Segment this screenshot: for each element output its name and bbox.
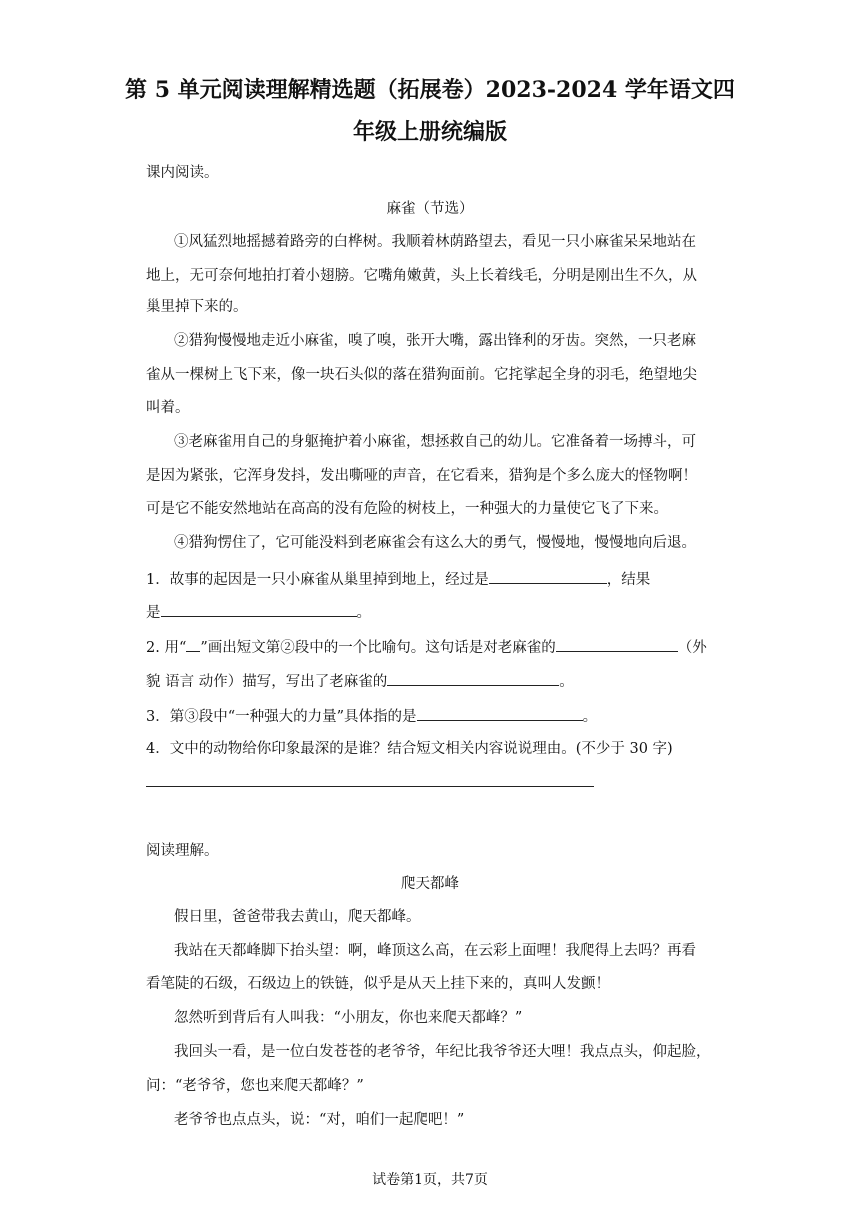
question-1-text: 。 (356, 605, 371, 621)
question-3-text: 。 (582, 709, 598, 725)
question-1-text: 是 (146, 605, 161, 621)
document-title-line-2: 年级上册统编版 (352, 119, 507, 145)
answer-blank[interactable] (556, 636, 678, 652)
passage1-line: ②猎狗慢慢地走近小麻雀，嗅了嗅，张开大嘴，露出锋利的牙齿。突然，一只老麻 (174, 333, 696, 349)
passage2-line: 问：“老爷爷，您也来爬天都峰？” (146, 1078, 364, 1094)
question-3-text: 3．第③段中“一种强大的力量”具体指的是 (146, 709, 417, 725)
question-1-text: 1．故事的起因是一只小麻雀从巢里掉到地上，经过是 (146, 572, 489, 588)
passage1-line: ①风猛烈地摇撼着路旁的白桦树。我顺着林荫路望去，看见一只小麻雀呆呆地站在 (174, 234, 696, 250)
page-footer: 试卷第1页，共7页 (372, 1172, 488, 1188)
passage2-line: 看笔陡的石级，石级边上的铁链，似乎是从天上挂下来的，真叫人发颤！ (146, 976, 610, 992)
question-3 (146, 705, 726, 727)
section1-heading: 麻雀（节选） (386, 201, 474, 217)
question-4: 4．文中的动物给你印象最深的是谁？结合短文相关内容说说理由。(不少于 30 字) (146, 741, 673, 757)
passage2-line: 忽然听到背后有人叫我：“小朋友，你也来爬天都峰？” (174, 1010, 523, 1026)
answer-blank[interactable] (387, 670, 559, 686)
passage1-line: 地上，无可奈何地拍打着小翅膀。它嘴角嫩黄，头上长着线毛，分明是刚出生不久，从 (146, 268, 697, 284)
question-2-text: （外 (677, 640, 707, 656)
underline-sample (186, 636, 200, 652)
answer-blank[interactable] (489, 568, 607, 584)
question-2-text: 。 (559, 674, 574, 690)
passage1-line: ③老麻雀用自己的身躯掩护着小麻雀，想拯救自己的幼儿。它准备着一场搏斗，可 (174, 434, 696, 450)
question-1-continued (146, 601, 726, 623)
passage1-line: 巢里掉下来的。 (146, 299, 248, 315)
passage2-line: 我站在天都峰脚下抬头望：啊，峰顶这么高，在云彩上面哩！我爬得上去吗？再看 (174, 943, 696, 959)
question-2-text: 2. 用“ (146, 640, 187, 656)
answer-blank[interactable] (417, 705, 583, 721)
passage2-line: 我回头一看，是一位白发苍苍的老爷爷，年纪比我爷爷还大哩！我点点头，仰起脸， (174, 1044, 711, 1060)
passage1-line: 可是它不能安然地站在高高的没有危险的树枝上，一种强大的力量使它飞了下来。 (146, 501, 668, 517)
answer-line-question-4[interactable] (146, 786, 594, 787)
answer-blank[interactable] (161, 601, 357, 617)
passage2-line: 老爷爷也点点头，说：“对，咱们一起爬吧！” (174, 1112, 465, 1128)
passage2-line: 假日里，爸爸带我去黄山，爬天都峰。 (174, 909, 421, 925)
passage1-line: 叫着。 (146, 400, 190, 416)
question-2-text: ”画出短文第②段中的一个比喻句。这句话是对老麻雀的 (200, 640, 556, 656)
passage1-line: 雀从一棵树上飞下来，像一块石头似的落在猎狗面前。它挓挲起全身的羽毛，绝望地尖 (146, 367, 697, 383)
section2-intro: 阅读理解。 (146, 843, 219, 859)
question-1 (146, 568, 726, 590)
question-1-text: ，结果 (606, 572, 651, 588)
question-2 (146, 636, 726, 658)
passage1-line: 是因为紧张，它浑身发抖，发出嘶哑的声音，在它看来，猎狗是个多么庞大的怪物啊！ (146, 468, 697, 484)
passage1-line: ④猎狗愣住了，它可能没料到老麻雀会有这么大的勇气，慢慢地，慢慢地向后退。 (174, 535, 696, 551)
section1-intro: 课内阅读。 (146, 165, 219, 181)
document-title-line-1: 第 5 单元阅读理解精选题（拓展卷）2023-2024 学年语文四 (125, 77, 735, 103)
question-2-continued (146, 670, 726, 692)
section2-heading: 爬天都峰 (401, 876, 459, 892)
question-2-text: 貌 语言 动作）描写，写出了老麻雀的 (146, 674, 388, 690)
